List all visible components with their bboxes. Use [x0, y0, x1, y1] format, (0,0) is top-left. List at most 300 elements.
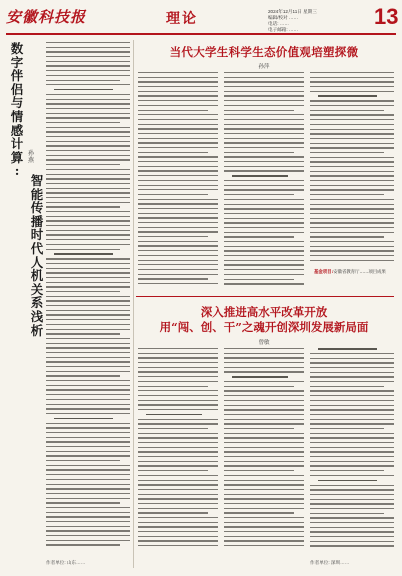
text-line [138, 451, 218, 452]
title-char: 字 [10, 54, 24, 70]
text-line [46, 277, 130, 278]
text-line [46, 197, 130, 198]
text-line [46, 343, 130, 344]
text-line [224, 522, 304, 523]
text-line [138, 498, 218, 499]
text-line [46, 516, 130, 517]
text-line [310, 157, 394, 158]
text-line [224, 414, 304, 415]
masthead: 安徽科技报 [6, 8, 87, 26]
bottom-article-author: 曾敏 [258, 340, 270, 346]
text-line [46, 61, 130, 62]
text-line [138, 489, 218, 490]
page-number: 13 [374, 4, 399, 29]
text-line [310, 199, 394, 200]
text-line [138, 86, 218, 87]
text-line [46, 159, 130, 160]
text-line [46, 56, 130, 57]
text-line [46, 239, 130, 240]
title-char: 浅 [30, 308, 44, 324]
text-line [310, 129, 394, 130]
text-line [46, 99, 130, 100]
text-line [224, 362, 304, 363]
text-line [224, 208, 304, 209]
text-line [310, 353, 394, 354]
title-char: 感 [10, 122, 24, 138]
text-line [224, 367, 304, 368]
text-line [46, 310, 130, 311]
text-line [310, 194, 384, 195]
text-line [310, 208, 394, 209]
text-line [310, 461, 394, 462]
left-article-title-col2 [27, 174, 47, 337]
text-line [46, 408, 130, 409]
text-line [310, 246, 394, 247]
text-line [224, 218, 304, 219]
text-line [310, 91, 394, 92]
text-line [138, 395, 218, 396]
text-line [310, 470, 384, 471]
title-char: 人 [30, 254, 44, 270]
text-line [310, 166, 394, 167]
text-line [310, 489, 394, 490]
text-line [224, 526, 304, 527]
text-line [138, 503, 218, 504]
text-line [138, 357, 218, 358]
text-line [138, 152, 208, 153]
text-line [224, 236, 294, 237]
text-line [54, 89, 113, 91]
text-line [224, 138, 304, 139]
text-line [310, 100, 394, 101]
header-info [268, 9, 317, 33]
text-line [46, 291, 120, 292]
text-line [138, 105, 218, 106]
text-line [310, 72, 394, 73]
text-line [138, 433, 218, 434]
text-line [46, 192, 130, 193]
title-char: 侣 [10, 81, 24, 97]
text-line [46, 469, 130, 470]
text-line [138, 531, 218, 532]
text-line [138, 508, 218, 509]
text-line [224, 390, 304, 391]
text-line [138, 245, 218, 246]
text-line [46, 427, 130, 428]
text-line [224, 100, 304, 101]
text-line [46, 460, 120, 461]
text-line [224, 423, 304, 424]
section-title: 理论 [166, 11, 198, 27]
text-line [224, 484, 304, 485]
text-line [46, 375, 120, 376]
text-line [46, 324, 130, 325]
text-line [46, 507, 130, 508]
header-info-line: 编辑/校对 …… [268, 15, 299, 20]
text-line [138, 199, 218, 200]
text-line [310, 400, 394, 401]
text-line [310, 152, 384, 153]
text-line [310, 527, 394, 528]
text-line [224, 498, 304, 499]
text-line [46, 244, 130, 245]
text-line [224, 536, 304, 537]
text-line [138, 227, 218, 228]
text-line [224, 386, 294, 387]
text-line [224, 428, 294, 429]
text-line [138, 362, 218, 363]
text-line [310, 451, 394, 452]
text-line [310, 171, 394, 172]
text-line [310, 419, 394, 420]
text-line [46, 127, 130, 128]
text-line [46, 155, 130, 156]
text-line [138, 147, 218, 148]
title-char: 代 [30, 240, 44, 256]
text-line [138, 404, 218, 405]
header-info-line: 电子邮箱: …… [268, 27, 299, 32]
text-line [46, 75, 130, 76]
text-line [138, 480, 218, 481]
text-line [310, 390, 394, 391]
text-line [46, 484, 130, 485]
text-line [46, 65, 130, 66]
text-line [310, 442, 394, 443]
text-line [138, 185, 218, 186]
text-line [46, 286, 130, 287]
text-line [138, 353, 218, 354]
text-line [310, 204, 394, 205]
text-line [224, 72, 304, 73]
text-line [46, 145, 130, 146]
text-line [46, 220, 130, 221]
title-char: 智 [30, 173, 44, 188]
text-line [46, 188, 130, 189]
text-line [224, 400, 304, 401]
text-line [138, 213, 218, 214]
text-line [224, 437, 304, 438]
header-info-line: 2024年12月11日 星期三 [268, 9, 317, 14]
text-line [232, 175, 288, 177]
text-line [224, 357, 304, 358]
text-line [310, 395, 394, 396]
text-line [310, 232, 394, 233]
text-line [224, 152, 294, 153]
left-article-body [46, 42, 130, 554]
text-line [310, 433, 394, 434]
text-line [138, 540, 218, 541]
text-line [310, 386, 384, 387]
text-line [310, 522, 394, 523]
text-line [46, 150, 130, 151]
text-line [46, 42, 130, 43]
funding-text: 安徽省教育厅……项目成果 [333, 270, 386, 275]
left-article-author: 孙燕 [28, 150, 35, 164]
text-line [310, 536, 394, 537]
text-line [310, 456, 394, 457]
text-line [46, 413, 130, 414]
text-line [224, 128, 304, 129]
text-line [46, 136, 130, 137]
text-line [310, 260, 394, 261]
title-char: 析 [30, 322, 44, 338]
text-line [138, 156, 218, 157]
text-line [224, 409, 304, 410]
text-line [138, 400, 218, 401]
text-line [224, 381, 304, 382]
text-line [46, 202, 130, 203]
text-line [138, 124, 218, 125]
text-line [46, 268, 130, 269]
text-line [310, 227, 394, 228]
title-char: 机 [30, 268, 44, 284]
text-line [46, 94, 130, 95]
text-line [310, 367, 394, 368]
text-line [310, 494, 394, 495]
text-line [224, 222, 304, 223]
text-line [138, 250, 218, 251]
text-line [46, 103, 130, 104]
text-line [46, 282, 130, 283]
text-line [46, 225, 130, 226]
text-line [138, 419, 218, 420]
text-line [46, 498, 130, 499]
text-line [310, 409, 394, 410]
text-line [46, 329, 130, 330]
text-line [310, 513, 384, 514]
text-line [46, 366, 130, 367]
top-article-author: 孙萍 [258, 64, 270, 70]
text-line [46, 70, 130, 71]
text-line [224, 451, 304, 452]
text-line [310, 358, 394, 359]
text-line [224, 166, 304, 167]
text-line [138, 269, 218, 270]
text-line [46, 521, 130, 522]
text-line [138, 456, 218, 457]
text-line [310, 161, 394, 162]
text-line [46, 108, 130, 109]
text-line [46, 338, 130, 339]
text-line [310, 423, 394, 424]
bottom-article-col3 [310, 348, 394, 554]
bottom-article-title-line1: 深入推进高水平改革开放 [200, 305, 328, 319]
text-line [224, 255, 304, 256]
text-line [232, 376, 288, 378]
text-line [138, 517, 218, 518]
footer-left: 作者单位: 山东…… [46, 560, 86, 565]
text-line [224, 465, 304, 466]
text-line [46, 84, 130, 85]
text-line [138, 526, 218, 527]
text-line [138, 409, 218, 410]
header-info-line: 电话: …… [268, 21, 289, 26]
title-char: 能 [30, 186, 44, 202]
text-line [310, 485, 394, 486]
text-line [138, 283, 218, 284]
title-char: 计 [10, 136, 24, 152]
text-line [310, 180, 394, 181]
text-line [138, 494, 218, 495]
text-line [310, 531, 394, 532]
text-line [224, 170, 304, 171]
text-line [46, 399, 130, 400]
text-line [224, 204, 304, 205]
text-line [310, 465, 394, 466]
text-line [310, 185, 394, 186]
text-line [224, 470, 294, 471]
text-line [46, 389, 130, 390]
text-line [46, 371, 130, 372]
text-line [310, 213, 394, 214]
title-char: 数 [10, 41, 24, 56]
text-line [318, 348, 377, 350]
text-line [46, 451, 130, 452]
text-line [138, 170, 218, 171]
text-line [224, 241, 304, 242]
text-line [310, 119, 394, 120]
text-line [310, 508, 394, 509]
text-line [46, 423, 130, 424]
text-line [224, 114, 304, 115]
text-line [310, 255, 394, 256]
text-line [310, 381, 394, 382]
text-line [138, 447, 218, 448]
text-line [138, 376, 218, 377]
text-line [138, 114, 218, 115]
text-line [224, 156, 304, 157]
text-line [138, 142, 218, 143]
text-line [138, 222, 218, 223]
text-line [310, 376, 394, 377]
text-line [138, 484, 218, 485]
text-line [310, 447, 394, 448]
text-line [138, 545, 218, 546]
article-separator [136, 296, 394, 297]
text-line [46, 305, 130, 306]
text-line [138, 367, 218, 368]
text-line [46, 404, 130, 405]
text-line [138, 175, 218, 176]
text-line [310, 77, 394, 78]
text-line [138, 428, 208, 429]
text-line [224, 456, 304, 457]
text-line [224, 77, 304, 78]
text-line [46, 446, 130, 447]
text-line [46, 357, 130, 358]
title-char: 关 [30, 281, 44, 297]
text-line [224, 227, 304, 228]
text-line [138, 348, 218, 349]
text-line [46, 474, 130, 475]
text-line [224, 494, 304, 495]
text-line [310, 545, 394, 546]
text-line [310, 541, 394, 542]
text-line [46, 347, 130, 348]
text-line [224, 419, 304, 420]
text-line [46, 479, 130, 480]
text-line [310, 499, 394, 500]
text-line [310, 143, 394, 144]
text-line [224, 232, 304, 233]
text-line [138, 194, 208, 195]
text-line [46, 117, 130, 118]
text-line [46, 174, 130, 175]
title-char: 系 [30, 295, 44, 311]
text-line [138, 161, 218, 162]
text-line [138, 95, 218, 96]
text-line [46, 80, 120, 81]
text-line [224, 189, 304, 190]
bottom-article-col1 [138, 348, 218, 554]
text-line [224, 147, 304, 148]
text-line [224, 105, 304, 106]
text-line [224, 180, 304, 181]
text-line [138, 133, 218, 134]
text-line [146, 414, 202, 416]
text-line [46, 540, 130, 541]
text-line [318, 480, 377, 482]
text-line [310, 517, 394, 518]
text-line [54, 418, 113, 420]
text-line [310, 414, 394, 415]
text-line [224, 348, 304, 349]
text-line [310, 503, 394, 504]
text-line [224, 269, 304, 270]
title-char: 伴 [10, 68, 24, 84]
text-line [46, 455, 130, 456]
text-line [46, 234, 130, 235]
text-line [138, 465, 218, 466]
text-line [224, 433, 304, 434]
text-line [224, 161, 304, 162]
text-line [310, 218, 394, 219]
text-line [138, 208, 218, 209]
text-line [46, 530, 130, 531]
text-line [310, 437, 394, 438]
text-line [46, 352, 130, 353]
text-line [310, 241, 394, 242]
text-line [224, 124, 304, 125]
text-line [310, 114, 394, 115]
text-line [138, 423, 218, 424]
text-line [138, 203, 218, 204]
text-line [138, 461, 218, 462]
text-line [46, 131, 130, 132]
text-line [46, 164, 120, 165]
text-line [138, 470, 208, 471]
text-line [224, 133, 304, 134]
text-line [310, 475, 394, 476]
text-line [224, 442, 304, 443]
text-line [310, 362, 394, 363]
text-line [46, 51, 130, 52]
title-char: 情 [10, 108, 24, 124]
text-line [310, 405, 394, 406]
text-line [310, 110, 384, 111]
text-line [138, 536, 218, 537]
text-line [224, 405, 304, 406]
text-line [138, 119, 218, 120]
text-line [46, 512, 130, 513]
text-line [138, 260, 218, 261]
page-header [6, 4, 399, 34]
top-article-col1 [138, 72, 218, 292]
text-line [138, 77, 218, 78]
text-line [310, 222, 394, 223]
text-line [46, 361, 130, 362]
text-line [224, 508, 304, 509]
